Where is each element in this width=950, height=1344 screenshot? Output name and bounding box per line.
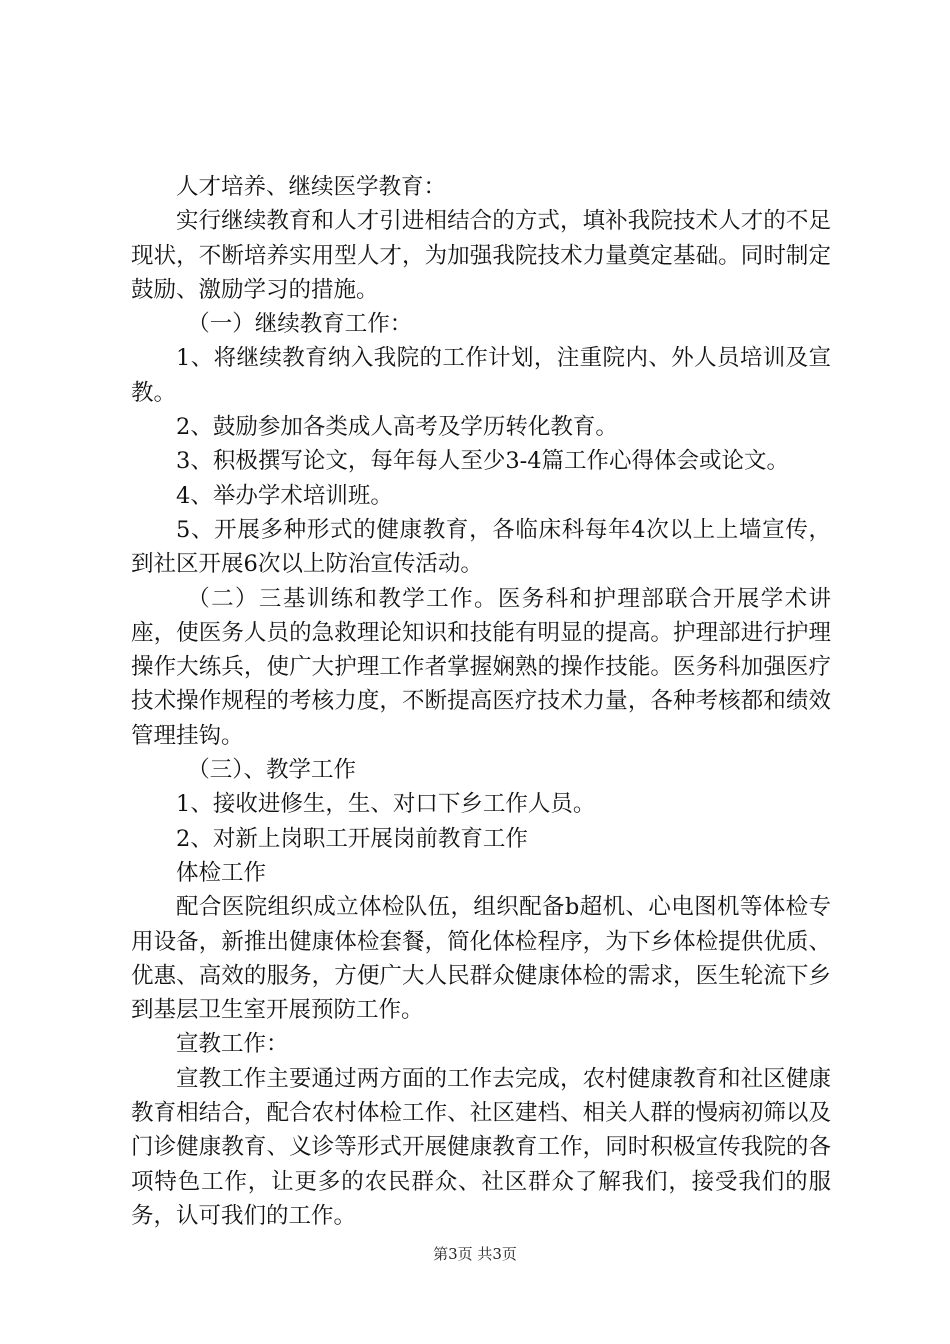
paragraph-teaching-item-2: 2、对新上岗职工开展岗前教育工作 [176,825,528,852]
paragraph-item-3: 3、积极撰写论文，每年每人至少3-4篇工作心得体会或论文。 [176,448,790,475]
paragraph-item-4: 4、举办学术培训班。 [176,482,393,509]
paragraph-item-2: 2、鼓励参加各类成人高考及学历转化教育。 [176,414,618,441]
paragraph-checkup-heading: 体检工作 [176,859,267,886]
document-body [131,170,831,1233]
paragraph-talent-body: 实行继续教育和人才引进相结合的方式，填补我院技术人才的不足现状，不断培养实用型人才，为加强我院技术力量奠定基础。同时制定鼓励、激励学习的措施。 [131,208,831,303]
paragraph-teaching-item-1: 1、接收进修生，生、对口下乡工作人员。 [176,791,596,818]
paragraph-outreach-heading: 宣教工作： [176,1031,289,1058]
page-number-label: 第3页 共3页 [433,1245,517,1263]
paragraph-section-1-heading: （一）继续教育工作： [187,311,413,338]
paragraph-section-2: （二）三基训练和教学工作。医务科和护理部联合开展学术讲座，使医务人员的急救理论知识和技能有明显的提高。护理部进行护理操作大练兵，使广大护理工作者掌握娴熟的操作技能。医务科加强医疗技术操作规程的考核力度，不断提高医疗技术力量，各种考核都和绩效管理挂钩。 [131,585,831,749]
paragraph-outreach-body: 宣教工作主要通过两方面的工作去完成，农村健康教育和社区健康教育相结合，配合农村体检工作、社区建档、相关人群的慢病初筛以及门诊健康教育、义诊等形式开展健康教育工作，同时积极宣传我院的各项特色工作，让更多的农民群众、社区群众了解我们，接受我们的服务，认可我们的工作。 [131,1065,831,1229]
page-footer [0,1244,950,1264]
paragraph-talent-heading: 人才培养、继续医学教育： [176,174,447,200]
paragraph-item-1: 1、将继续教育纳入我院的工作计划，注重院内、外人员培训及宣教。 [131,345,831,406]
paragraph-item-5: 5、开展多种形式的健康教育，各临床科每年4次以上上墙宣传，到社区开展6次以上防治宣传活动。 [131,516,831,578]
paragraph-section-3-heading: （三）、教学工作 [187,757,357,784]
paragraph-checkup-body: 配合医院组织成立体检队伍，组织配备b超机、心电图机等体检专用设备，新推出健康体检套餐，简化体检程序，为下乡体检提供优质、优惠、高效的服务，方便广大人民群众健康体检的需求，医生轮流下乡到基层卫生室开展预防工作。 [131,894,831,1024]
